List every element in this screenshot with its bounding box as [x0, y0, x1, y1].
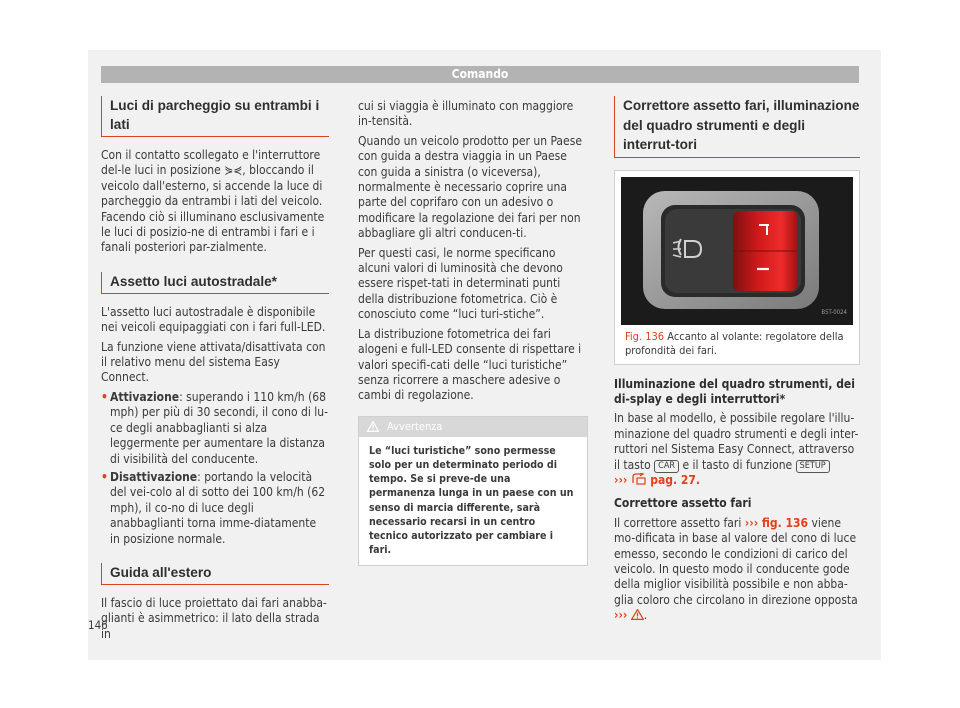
- figure-caption-text: Accanto al volante: regolatore della profondità dei fari.: [625, 329, 844, 357]
- column-3: [614, 96, 860, 628]
- headlight-switch-illustration: [621, 177, 853, 325]
- warning-reference-arrows[interactable]: ›››: [614, 608, 628, 623]
- page-reference[interactable]: pag. 27.: [650, 472, 700, 487]
- paragraph: Il fascio di luce proiettato dai fari anabba-glianti è asimmetrico: il lato della strada in: [101, 595, 327, 641]
- paragraph: Il correttore assetto fari ››› fig. 136 viene mo-dificata in base al valore del cono di luce emesso, secondo le condizioni di carico del veicolo. In questo modo il conducente gode della miglior visibilità possibile e non abba-glia coloro che circolano in direzione opposta ››› .: [614, 515, 858, 623]
- text: e il tasto di funzione: [682, 457, 793, 472]
- figure-code: B5T-0024: [821, 309, 847, 317]
- paragraph: L'assetto luci autostradale è disponibile nei veicoli equipaggiati con i fari full-LED.: [101, 304, 326, 335]
- subheading-headlight-corrector: Correttore assetto fari: [614, 496, 752, 511]
- paragraph: cui si viaggia è illuminato con maggiore in-tensità.: [358, 99, 574, 129]
- bullet-deactivation: [101, 470, 329, 547]
- text: viene mo-dificata in base al valore del cono di luce emesso, secondo le condizioni di carico del veicolo. In questo modo il conducente gode della miglior visibilità possibile e non abba-glia coloro che circolano in direzione opposta: [614, 515, 858, 607]
- text: Il correttore assetto fari: [614, 515, 742, 530]
- warning-text: Le “luci turistiche” sono permesse solo per un determinato periodo di tempo. Se si preve-de una permanenza lunga in un paese con un senso di marcia differente, sarà necessario recarsi in un centro tecnico autorizzato per cambiare i fari.: [369, 444, 574, 557]
- heading-driving-abroad: Guida all'estero: [101, 563, 329, 585]
- bullet-icon: •: [101, 389, 108, 404]
- bullet-activation: [101, 390, 329, 467]
- heading-headlight-range: Correttore assetto fari, illuminazione del quadro strumenti e degli interrut-tori: [614, 96, 860, 158]
- heading-motorway-lights: Assetto luci autostradale*: [101, 272, 329, 294]
- bullet-text: : portando la velocità del vei-colo al di sotto dei 100 km/h (62 mph), il co-no di luce degli anabbaglianti torna imme-diatamente in posizione normale.: [110, 469, 326, 546]
- paragraph: Con il contatto scollegato e l'interruttore del-le luci in posizione ⋟⋞, bloccando il veicolo dall'esterno, si accende la luce di parcheggio da entrambi i lati del veicolo. Facendo ciò si illuminano esclusivamente le luci di posizio-ne di entrambi i fari e i fanali posteriori par-zialmente.: [101, 148, 325, 255]
- paragraph: Quando un veicolo prodotto per un Paese con guida a destra viaggia in un Paese con guida a sinistra (o viceversa), normalmente è necessario coprire una parte del coprifaro con un adesivo o modificare la regolazione dei fari per non abbagliare gli altri conducen-ti.: [358, 133, 582, 241]
- column-2: [358, 99, 588, 566]
- warning-triangle-icon: [367, 421, 379, 432]
- warning-triangle-icon[interactable]: [631, 609, 644, 620]
- text: In base al modello, è possibile regolare l'illu-minazione del quadro strumenti e degli inter-ruttori nel Sistema Easy Connect, attraverso il tasto: [614, 411, 859, 472]
- bullet-label: Attivazione: [110, 389, 180, 404]
- section-header: Comando: [101, 66, 859, 83]
- subheading-instrument-lighting: Illuminazione del quadro strumenti, dei di-splay e degli interruttori*: [614, 376, 855, 406]
- car-key: CAR: [654, 460, 679, 473]
- headlight-control-photo: [621, 177, 853, 325]
- bullet-icon: •: [101, 469, 108, 484]
- page-reference-arrows[interactable]: ›››: [614, 472, 628, 487]
- bullet-label: Disattivazione: [110, 469, 198, 484]
- paragraph: Per questi casi, le norme specificano alcuni valori di luminosità che devono essere rispet-tati in determinati punti della distribuzione fotometrica. Ciò è conosciuto come “luci turi-stiche”.: [358, 245, 563, 322]
- page-number: 146: [88, 618, 108, 632]
- figure-reference[interactable]: ››› fig. 136: [744, 515, 809, 530]
- column-1: [101, 96, 329, 646]
- figure-caption: [615, 325, 859, 364]
- paragraph: La distribuzione fotometrica dei fari alogeni e full-LED consente di rispettare i valori specifi-cati delle “luci turistiche” senza ricorrere a maschere adesive o cambi di regolazione.: [358, 326, 582, 403]
- figure-label: Fig. 136: [625, 329, 665, 343]
- heading-parking-lights: Luci di parcheggio su entrambi i lati: [101, 96, 329, 137]
- warning-title: Avvertenza: [387, 420, 443, 434]
- paragraph: [614, 411, 860, 488]
- warning-box: [358, 416, 588, 567]
- page-ref-icon: [631, 473, 647, 485]
- bullet-text: : superando i 110 km/h (68 mph) per più di 30 secondi, il cono di lu-ce degli anabbaglianti si alza leggermente per aumentare la distanza di visibilità del conducente.: [110, 389, 329, 466]
- warning-header: [359, 417, 587, 437]
- page-panel: [88, 50, 881, 660]
- paragraph: La funzione viene attivata/disattivata con il relativo menu del sistema Easy Connect.: [101, 339, 326, 385]
- figure-136: [614, 170, 860, 365]
- setup-key: SETUP: [796, 460, 830, 473]
